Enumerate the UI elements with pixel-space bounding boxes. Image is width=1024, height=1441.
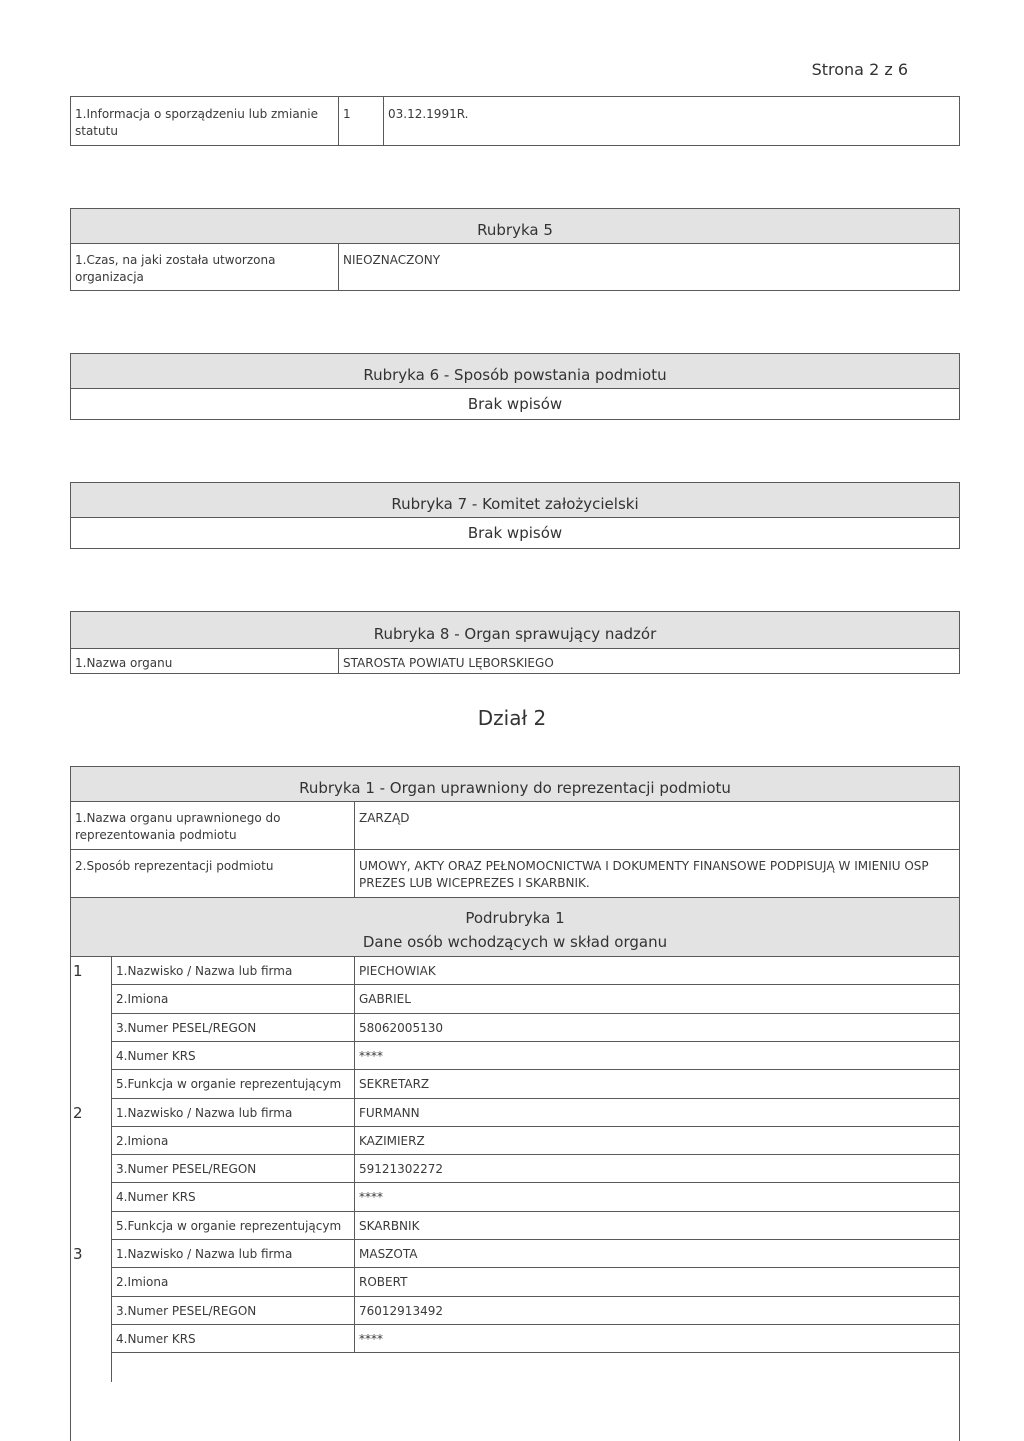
rubryka-5-label: 1.Czas, na jaki została utworzona organizacja bbox=[75, 253, 276, 284]
statute-info-index: 1 bbox=[343, 107, 351, 121]
person-field-value: **** bbox=[359, 1190, 383, 1205]
rubryka-7-empty: Brak wpisów bbox=[467, 524, 563, 542]
page-number: Strona 2 z 6 bbox=[811, 60, 908, 79]
person-field-value: SEKRETARZ bbox=[359, 1077, 430, 1092]
person-field-value: **** bbox=[359, 1331, 383, 1346]
organ-name-label: 1.Nazwa organu uprawnionego do reprezentowania podmiotu bbox=[75, 811, 281, 842]
rubryka-6-header bbox=[71, 354, 959, 388]
person-field-value: KAZIMIERZ bbox=[359, 1133, 425, 1148]
person-field-label: 5.Funkcja w organie reprezentującym bbox=[116, 1218, 342, 1233]
rubryka-7-title: Rubryka 7 - Komitet założycielski bbox=[391, 495, 639, 513]
person-field-value: FURMANN bbox=[359, 1105, 420, 1120]
organ-name-value: ZARZĄD bbox=[359, 811, 410, 825]
rubryka-7-table bbox=[70, 482, 960, 549]
persons-grid bbox=[71, 956, 959, 1354]
rubryka-6-title: Rubryka 6 - Sposób powstania podmiotu bbox=[363, 366, 667, 384]
statute-info-value: 03.12.1991R. bbox=[388, 107, 469, 121]
podrubryka-1-header bbox=[71, 898, 959, 956]
person-field-label: 2.Imiona bbox=[116, 1275, 169, 1290]
rubryka-8-header bbox=[71, 612, 959, 648]
rubryka-5-header bbox=[71, 209, 959, 243]
person-field-label: 2.Imiona bbox=[116, 1133, 169, 1148]
person-field-label: 3.Numer PESEL/REGON bbox=[116, 1020, 257, 1035]
person-field-label: 4.Numer KRS bbox=[116, 1331, 196, 1346]
person-field-label: 4.Numer KRS bbox=[116, 1190, 196, 1205]
section-title: Dział 2 bbox=[477, 706, 547, 730]
person-field-label: 3.Numer PESEL/REGON bbox=[116, 1303, 257, 1318]
rubryka-5-title: Rubryka 5 bbox=[477, 221, 553, 239]
rubryka-5-table bbox=[70, 208, 960, 291]
rubryka-8-label: 1.Nazwa organu bbox=[75, 656, 173, 670]
person-field-label: 1.Nazwisko / Nazwa lub firma bbox=[116, 1105, 293, 1120]
rubryka-6-table bbox=[70, 353, 960, 420]
rubryka-5-value: NIEOZNACZONY bbox=[343, 253, 441, 267]
person-field-value: 76012913492 bbox=[359, 1303, 443, 1318]
person-field-value: PIECHOWIAK bbox=[359, 964, 436, 978]
person-field-value: 59121302272 bbox=[359, 1162, 443, 1177]
rubryka-7-header bbox=[71, 483, 959, 517]
person-field-value: MASZOTA bbox=[359, 1247, 418, 1261]
statute-info-label: 1.Informacja o sporządzeniu lub zmianie statutu bbox=[75, 107, 319, 138]
podrubryka-1-title: Podrubryka 1 bbox=[465, 909, 565, 927]
person-field-value: 58062005130 bbox=[359, 1020, 443, 1035]
dzial-2-rubryka-1-header bbox=[71, 767, 959, 801]
statute-info-table bbox=[70, 96, 960, 146]
dzial-2-rubryka-1-table bbox=[70, 766, 960, 1441]
representation-label: 2.Sposób reprezentacji podmiotu bbox=[75, 859, 274, 873]
rubryka-8-value: STAROSTA POWIATU LĘBORSKIEGO bbox=[343, 656, 554, 670]
person-index: 2 bbox=[73, 1103, 83, 1122]
person-field-label: 1.Nazwisko / Nazwa lub firma bbox=[116, 964, 293, 978]
person-index: 3 bbox=[73, 1245, 83, 1263]
person-field-label: 4.Numer KRS bbox=[116, 1048, 196, 1063]
person-field-label: 5.Funkcja w organie reprezentującym bbox=[116, 1077, 342, 1092]
person-field-value: **** bbox=[359, 1048, 383, 1063]
rubryka-6-empty: Brak wpisów bbox=[467, 395, 563, 413]
person-field-value: SKARBNIK bbox=[359, 1218, 420, 1233]
person-field-label: 2.Imiona bbox=[116, 992, 169, 1007]
person-field-value: GABRIEL bbox=[359, 992, 411, 1007]
representation-value: UMOWY, AKTY ORAZ PEŁNOMOCNICTWA I DOKUMENTY FINANSOWE PODPISUJĄ W IMIENIU OSP PREZES LUB WICEPREZES I SKARBNIK. bbox=[359, 859, 929, 890]
podrubryka-1-subtitle: Dane osób wchodzących w skład organu bbox=[362, 933, 668, 951]
dzial-2-rubryka-1-title: Rubryka 1 - Organ uprawniony do reprezentacji podmiotu bbox=[299, 779, 731, 797]
person-field-value: ROBERT bbox=[359, 1275, 408, 1290]
rubryka-8-table bbox=[70, 611, 960, 674]
person-index: 1 bbox=[73, 962, 83, 980]
person-field-label: 1.Nazwisko / Nazwa lub firma bbox=[116, 1247, 293, 1261]
rubryka-8-title: Rubryka 8 - Organ sprawujący nadzór bbox=[373, 625, 657, 643]
person-field-label: 3.Numer PESEL/REGON bbox=[116, 1162, 257, 1177]
